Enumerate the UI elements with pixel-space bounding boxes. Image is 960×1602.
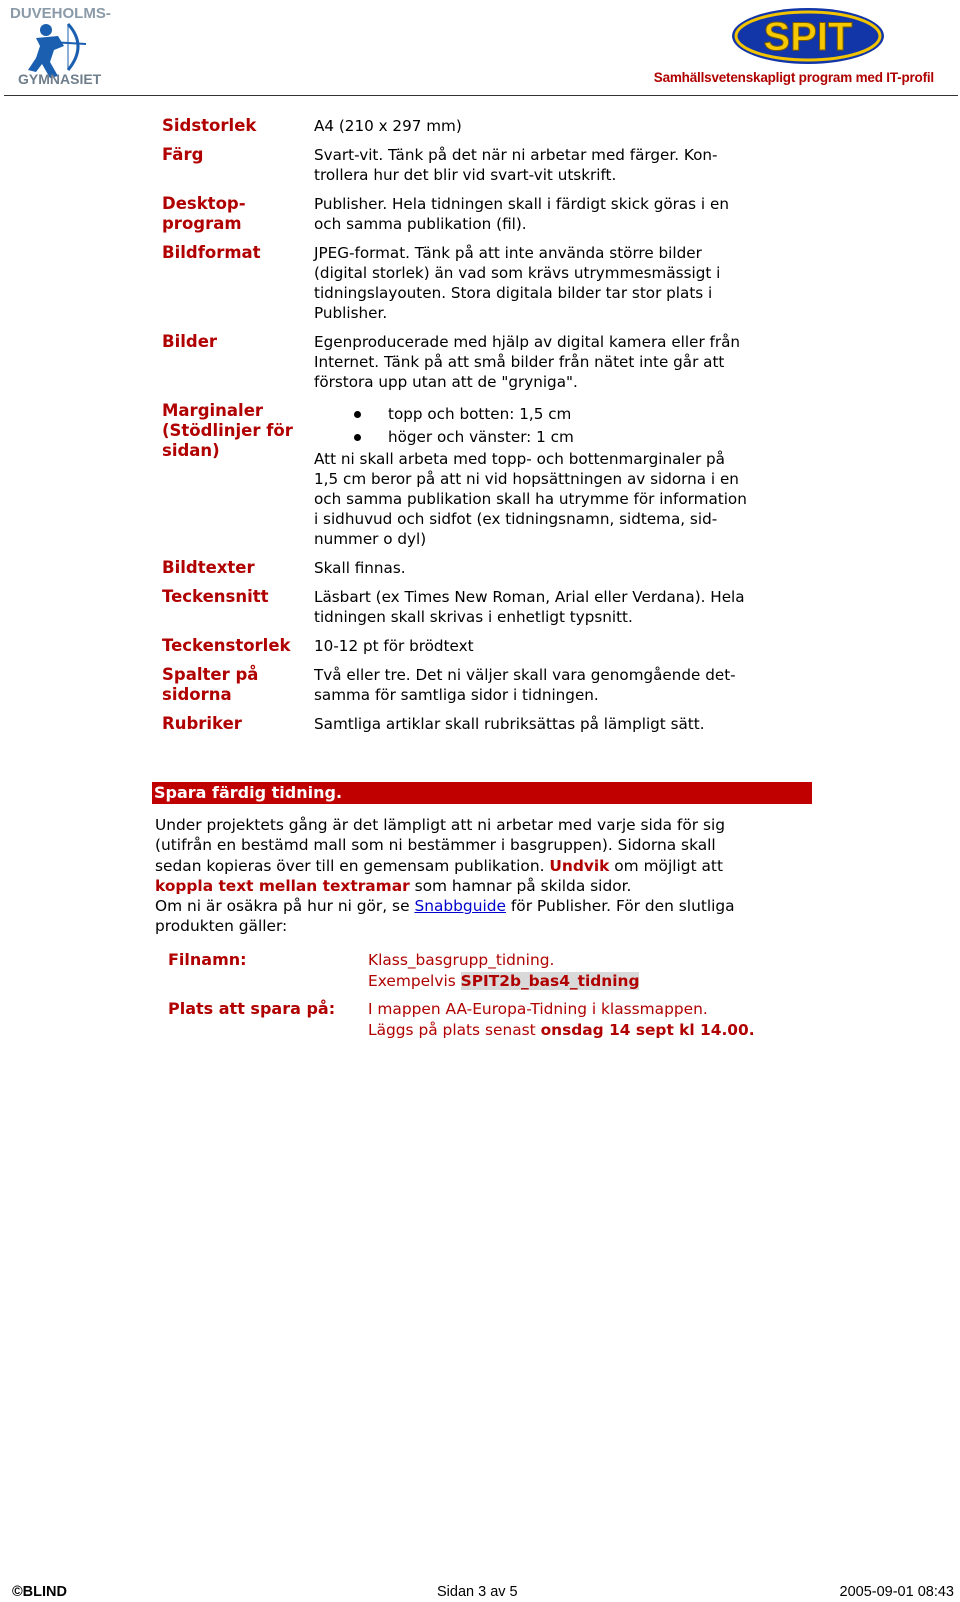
plats-label: Plats att spara på: bbox=[168, 999, 336, 1018]
logo-left-line2: GYMNASIET bbox=[18, 71, 102, 87]
spec-key: Färg bbox=[162, 145, 204, 164]
plats-value: I mappen AA-Europa-Tidning i klassmappen. Läggs på plats senast onsdag 14 sept kl 14.00. bbox=[368, 1000, 755, 1039]
snabbguide-link[interactable]: Snabbguide bbox=[414, 897, 506, 916]
spit-logo bbox=[728, 4, 888, 68]
spec-value: 10-12 pt för brödtext bbox=[314, 637, 474, 655]
undvik-emphasis: Undvik bbox=[549, 856, 610, 875]
spec-value: topp och botten: 1,5 cm höger och vänster: 1 cm Att ni skall arbeta med topp- och bottenmarginaler på 1,5 cm beror på att ni vid hopsättningen av sidorna i en och samma publikation skall ha utrymme för information i sidhuvud och sidfot (ex tidningsnamn, sidtema, sid- nummer o dyl) bbox=[314, 401, 802, 558]
table-row bbox=[168, 999, 755, 1048]
spec-key: Teckenstorlek bbox=[162, 636, 291, 655]
spec-value: JPEG-format. Tänk på att inte använda större bilder (digital storlek) än vad som krävs utrymmesmässigt i tidningslayouten. Stora digitala bilder tar stor plats i Publisher. bbox=[314, 244, 721, 322]
footer-page-number: Sidan 3 av 5 bbox=[437, 1584, 518, 1600]
newspaper-spec-table bbox=[162, 116, 802, 743]
spec-key: Rubriker bbox=[162, 714, 242, 733]
spec-key: Bildformat bbox=[162, 243, 261, 262]
logo-left-line1: DUVEHOLMS- bbox=[10, 5, 111, 22]
save-details-table bbox=[168, 950, 755, 1048]
list-item: höger och vänster: 1 cm bbox=[314, 426, 802, 449]
spec-row-farg bbox=[162, 145, 802, 194]
spec-row-spalter bbox=[162, 665, 802, 714]
spec-key: Bildtexter bbox=[162, 558, 255, 577]
program-tagline: Samhällsvetenskapligt program med IT-profil bbox=[653, 70, 934, 85]
filnamn-label: Filnamn: bbox=[168, 950, 247, 969]
spit-logo-text: SPIT bbox=[763, 15, 853, 59]
spec-value: Publisher. Hela tidningen skall i färdigt skick göras i en och samma publikation (fil). bbox=[314, 195, 729, 233]
spec-key: Teckensnitt bbox=[162, 587, 269, 606]
spec-key: Desktop- program bbox=[162, 194, 246, 233]
spec-key: Bilder bbox=[162, 332, 218, 351]
deadline: onsdag 14 sept kl 14.00. bbox=[540, 1020, 755, 1039]
duveholms-gymnasiet-logo bbox=[6, 2, 116, 90]
spec-row-marginaler bbox=[162, 401, 802, 558]
save-instructions: Under projektets gång är det lämpligt att ni arbetar med varje sida för sig (utifrån en bestämd mall som ni bestämmer i basgruppen). Sidorna skall sedan kopieras över till en gemensam publikation. Undvik om möjligt att koppla text mellan textramar som hamnar på skilda sidor. Om ni är osäkra på hur ni gör, se Snabbguide för Publisher. För den slutliga produkten gäller: bbox=[155, 816, 735, 936]
spec-row-desktop bbox=[162, 194, 802, 243]
spec-row-teckensnitt bbox=[162, 587, 802, 636]
spec-row-teckenstorlek bbox=[162, 636, 802, 665]
spec-value: Skall finnas. bbox=[314, 559, 406, 577]
spec-value: Samtliga artiklar skall rubriksättas på lämpligt sätt. bbox=[314, 715, 705, 733]
footer-timestamp: 2005-09-01 08:43 bbox=[839, 1584, 954, 1600]
spec-value: Två eller tre. Det ni väljer skall vara genomgående det- samma för samtliga sidor i tidningen. bbox=[314, 666, 736, 704]
koppla-emphasis: koppla text mellan textramar bbox=[155, 876, 410, 895]
page-header bbox=[0, 0, 960, 96]
spec-row-bildtexter bbox=[162, 558, 802, 587]
list-item: topp och botten: 1,5 cm bbox=[314, 403, 802, 426]
footer-copyright: ©BLIND bbox=[12, 1584, 67, 1600]
spec-value: Läsbart (ex Times New Roman, Arial eller Verdana). Hela tidningen skall skrivas i enhetligt typsnitt. bbox=[314, 588, 745, 626]
spec-row-rubriker bbox=[162, 714, 802, 743]
save-section-heading: Spara färdig tidning. bbox=[152, 782, 812, 804]
spec-row-bildformat bbox=[162, 243, 802, 332]
spec-row-sidstorlek bbox=[162, 116, 802, 145]
margin-bullet-list bbox=[314, 403, 802, 449]
spec-value: Svart-vit. Tänk på det när ni arbetar med färger. Kon- trollera hur det blir vid svart-vit utskrift. bbox=[314, 146, 718, 184]
spec-key: Marginaler (Stödlinjer för sidan) bbox=[162, 401, 293, 460]
spec-key: Spalter på sidorna bbox=[162, 665, 259, 704]
spec-value: A4 (210 x 297 mm) bbox=[314, 117, 462, 135]
header-divider bbox=[4, 95, 958, 96]
spec-key: Sidstorlek bbox=[162, 116, 257, 135]
spec-row-bilder bbox=[162, 332, 802, 401]
table-row bbox=[168, 950, 755, 999]
spec-value: Egenproducerade med hjälp av digital kamera eller från Internet. Tänk på att små bilder från nätet inte går att förstora upp utan att de "gryniga". bbox=[314, 333, 741, 391]
filnamn-value: Klass_basgrupp_tidning. Exempelvis SPIT2b_bas4_tidning bbox=[368, 951, 640, 990]
page-footer bbox=[0, 1584, 960, 1602]
filename-example: SPIT2b_bas4_tidning bbox=[460, 971, 640, 990]
